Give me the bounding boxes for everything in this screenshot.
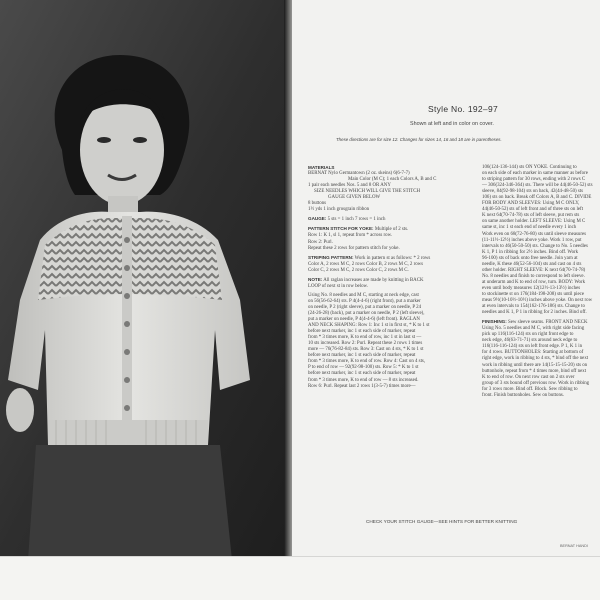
col2-line: 44(46-50-52) sts of left front and of three sts on left bbox=[482, 207, 584, 213]
col2-line: FOR BODY AND SLEEVES: Using M C ONLY, bbox=[482, 201, 580, 207]
col2-line: at underarm and K to end of row, turn. BODY: Work bbox=[482, 279, 586, 285]
note-heading: NOTE: bbox=[308, 276, 323, 282]
model-photo bbox=[0, 0, 290, 560]
pattern-line: Row 1: K 1, sl 1, repeat from * across row. bbox=[308, 233, 393, 239]
gauge-label: GAUGE: bbox=[308, 216, 327, 222]
note-line: All raglan increases are made by knitting in BACK bbox=[323, 277, 424, 283]
finishing-line: for 3 rows more. Bind off. Block. Sew ribbing to bbox=[482, 386, 578, 392]
body-line: from * 3 times more, K to end of row, inc 1 st in last st — bbox=[308, 335, 422, 341]
col2-line: on each side of each marker in same manner as before bbox=[482, 171, 588, 177]
skirt bbox=[28, 445, 232, 560]
col2-line: intervals to 46(50-50-50) sts. Change to No. 5 needles bbox=[482, 243, 588, 249]
body-line: Row 6: Purl. Repeat last 2 rows 1(3-5-7) times more— bbox=[308, 383, 416, 389]
body-line: more — 76(76-82-84) sts. Row 3: Cast on 4 sts, * K to 1 st bbox=[308, 347, 424, 353]
col2-line: needles and K 1, P 1 in ribbing for 2 inches. Bind off. bbox=[482, 310, 587, 316]
col2-line: — 306(324-346-364) sts. There will be 44(46-50-52) sts bbox=[482, 183, 593, 189]
finishing-line: 116(116-116-124) sts on left front edge. P 1, K 1 in bbox=[482, 344, 583, 350]
col2-line: on same another holder. LEFT SLEEVE: Using M C bbox=[482, 219, 586, 225]
face bbox=[80, 95, 164, 205]
body-line: from * 3 times more, K to end of row. Row 4: Cast on 4 sts, bbox=[308, 359, 426, 365]
finishing-line: Using No. 5 needles and M C, with right side facing bbox=[482, 326, 585, 332]
col2-line: at even intervals to 154(162-176-186) sts. Change to bbox=[482, 304, 585, 310]
col2-line: 106) sts on back. Break off Colors A, B and C. DIVIDE bbox=[482, 195, 592, 201]
check-gauge-footer: CHECK YOUR STITCH GAUGE—SEE HINTS FOR BETTER KNITTING bbox=[366, 519, 518, 524]
finishing-line: pick up 116(116-124) sts on right front edge to bbox=[482, 332, 574, 338]
col2-line: to striping pattern for 30 rows, ending with 2 rows C bbox=[482, 177, 586, 183]
left-page-photo-panel bbox=[0, 0, 290, 560]
body-line: before next marker, inc 1 st each side of marker, repeat bbox=[308, 329, 416, 335]
body-line: on 56(56-62-64) sts. P 4(4-4-6) (right front), put a marker bbox=[308, 298, 421, 304]
col2-line: meas 9½(10-10½-10½) inches above yoke. On next row bbox=[482, 298, 593, 304]
table-surface bbox=[0, 556, 600, 600]
materials-line: 1 pair each needles Nos. 5 and 8 OR ANY bbox=[308, 183, 391, 189]
finishing-line: front. Finish buttonholes. Sew on buttons. bbox=[482, 392, 565, 398]
col2-line: sleeve, 84(92-98-104) sts on back, 42(44-48-50) sts bbox=[482, 189, 584, 195]
col2-line: 96-100) sts of back onto free needle. Join yarn at bbox=[482, 255, 578, 261]
col2-line: (11-11½-12½) inches above yoke. Work 1 row, put bbox=[482, 237, 582, 243]
materials-line: SIZE NEEDLES WHICH WILL GIVE THE STITCH bbox=[314, 189, 421, 195]
instructions-column-2 bbox=[482, 165, 600, 399]
striping-line: Color C, 2 rows M C, 2 rows Color C, 2 rows M C. bbox=[308, 267, 409, 273]
materials-line: GAUGE GIVEN BELOW bbox=[328, 195, 381, 201]
note-line: LOOP of next st in row below. bbox=[308, 283, 368, 289]
body-line: P to end of row — 92(92-98-100) sts. Row 5: * K to 1 st bbox=[308, 365, 419, 371]
finishing-line: buttonhole, repeat from * 4 times more, bind off next bbox=[482, 368, 587, 374]
materials-heading: MATERIALS bbox=[308, 165, 335, 170]
body-line: Using No. 8 needles and M C, starting at neck edge, cast bbox=[308, 292, 419, 298]
shown-at-note: Shown at left and in color on cover. bbox=[410, 121, 494, 127]
striping-heading: STRIPING PATTERN: bbox=[308, 254, 354, 260]
finishing-line: for 4 rows. BUTTONHOLES: Starting at bottom of bbox=[482, 350, 584, 356]
finishing-line: right edge, work in ribbing to 4 sts, * bind off the next bbox=[482, 356, 589, 362]
col2-line: other holder. RIGHT SLEEVE: K next 64(70-74-78) bbox=[482, 267, 586, 273]
finishing-line: group of 3 sts bound off previous row. Work in ribbing bbox=[482, 380, 590, 386]
instructions-column-1 bbox=[308, 165, 468, 393]
striping-line: Color A, 2 rows M C, 2 rows Color B, 2 rows M C, 2 rows bbox=[308, 261, 424, 267]
materials-line: Main Color (M C); 1 each Colors A, B and C bbox=[348, 177, 437, 183]
body-line: on needle, P 2 (right sleeve), put a marker on needle, P 24 bbox=[308, 304, 422, 310]
finishing-line: neck edge, 46(63-71-71) sts around neck edge to bbox=[482, 338, 578, 344]
col2-line: No. 8 needles and finish to correspond to left sleeve. bbox=[482, 273, 585, 279]
col2-line: Work even on 68(72-76-80) sts until sleeve measures bbox=[482, 231, 587, 237]
finishing-line: Sew sleeve seams. FRONT AND NECK bbox=[508, 320, 588, 326]
col2-line: K 1, P 1 in ribbing for 2½ inches. Bind off. Work bbox=[482, 249, 579, 255]
col2-line: 106(124-136-144) sts ON YOKE. Continuing to bbox=[482, 165, 577, 170]
pattern-heading-rest: Multiple of 2 sts. bbox=[374, 227, 409, 233]
body-line: put a marker on needle, P 4(4-4-6) (left front). RAGLAN bbox=[308, 317, 420, 323]
pattern-heading: PATTERN STITCH FOR YOKE: bbox=[308, 226, 374, 232]
style-number-title: Style No. 192–97 bbox=[428, 104, 499, 114]
materials-line: 8 buttons bbox=[308, 201, 327, 207]
finishing-heading: FINISHING: bbox=[482, 319, 507, 325]
materials-line: BERNAT Nylo Germantown (2 oz. skeins) 6(6-7-7) bbox=[308, 171, 410, 177]
col2-line: needle, K these 46(52-56-104) sts and cast on 4 sts bbox=[482, 261, 582, 267]
body-line: AND NECK SHAPING: Row 1: Inc 1 st in first st, * K to 1 st bbox=[308, 323, 430, 329]
col2-line: even until body measures 12(12½-13-13½) inches bbox=[482, 285, 581, 291]
publisher-footer-tag: BERNAT HANDI bbox=[560, 544, 588, 548]
size-directions-note: These directions are for size 12. Changes for sizes 14, 16 and 18 are in parentheses. bbox=[336, 137, 502, 142]
body-instructions bbox=[308, 293, 468, 390]
col2-line: to stockinette st on 176(184-198-208) sts until piece bbox=[482, 291, 585, 297]
pattern-line: Row 2: Purl. bbox=[308, 239, 333, 245]
finishing-line: work in ribbing until there are 14(15-15-15-20) sts on bbox=[482, 362, 588, 368]
body-line: (24-26-28) (back), put a marker on needle, P 2 (left sleeve), bbox=[308, 310, 425, 316]
striping-line: Work in pattern st as follows: * 2 rows bbox=[354, 255, 431, 261]
gauge-text: 5 sts = 1 inch 7 rows = 1 inch bbox=[327, 217, 386, 223]
body-line: from * 3 times more, K to end of row — 8 sts increased. bbox=[308, 377, 419, 383]
pattern-line: Repeat these 2 rows for pattern stitch for yoke. bbox=[308, 245, 400, 251]
body-line: 10 sts increased. Row 2: Purl. Repeat these 2 rows 1 times bbox=[308, 341, 423, 347]
materials-line: 1½ yds 1 inch grosgrain ribbon bbox=[308, 207, 370, 213]
body-line: before next marker, inc 1 st each side of marker, repeat bbox=[308, 371, 416, 377]
finishing-line: K to end of row. On next row cast on 2 sts over bbox=[482, 374, 575, 380]
col2-line: K next 64(70-74-78) sts of left sleeve, put rem sts bbox=[482, 213, 580, 219]
body-line: before next marker, inc 1 st each side of marker, repeat bbox=[308, 353, 416, 359]
col2-line: same st, inc 1 st each end of needle every 1 inch bbox=[482, 225, 577, 231]
